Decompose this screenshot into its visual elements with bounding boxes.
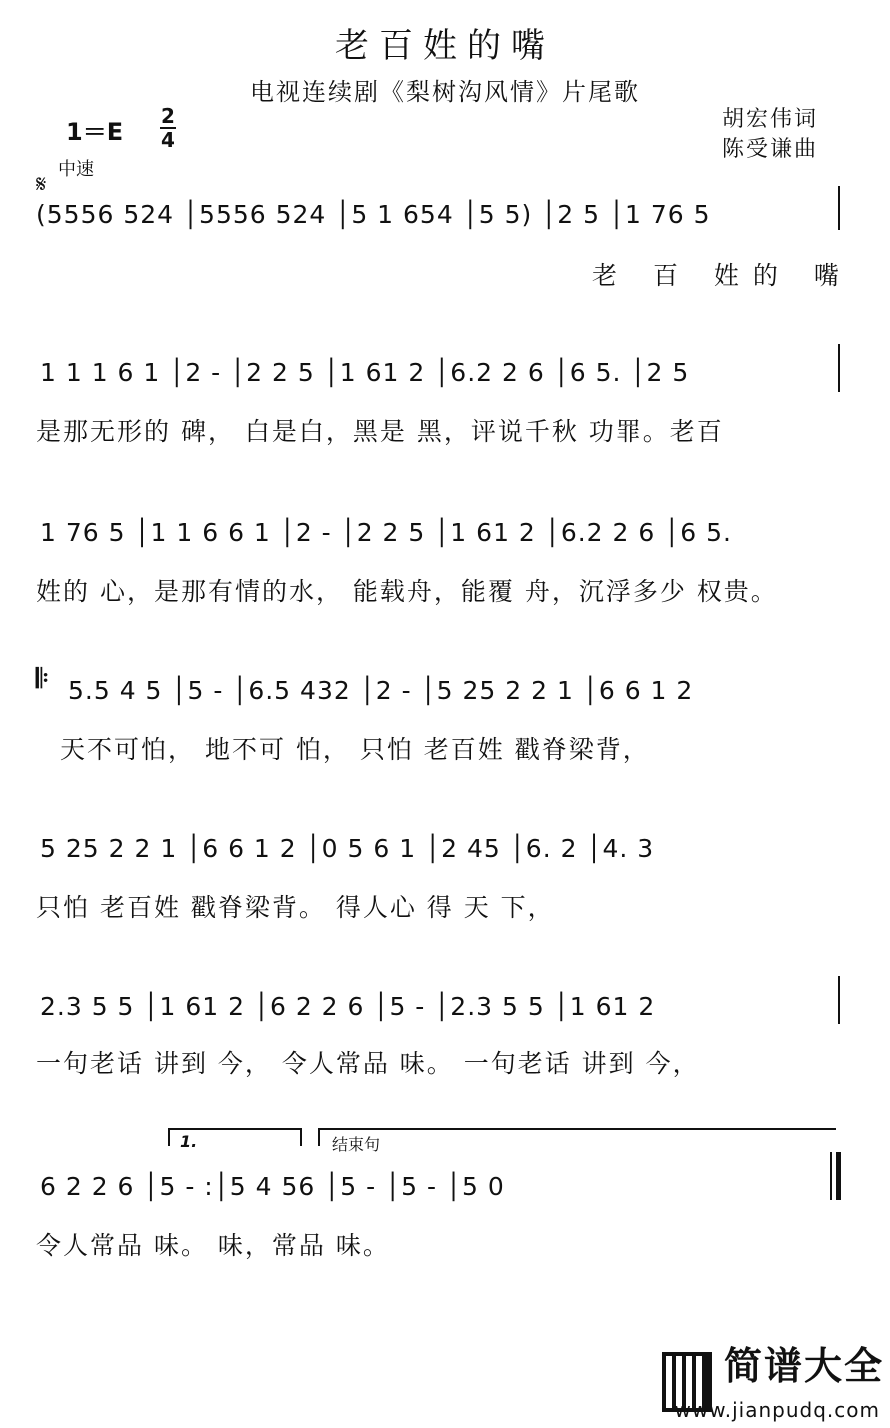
first-ending-label: 1. — [180, 1132, 198, 1151]
tempo-marking: 中速 — [58, 159, 94, 180]
system-5-lyrics: 只怕 老百姓 戳脊梁背。 得人心 得 天 下， — [36, 893, 555, 922]
system-3-lyrics: 姓的 心，是那有情的水， 能载舟，能覆 舟，沉浮多少 权贵。 — [36, 577, 778, 606]
system-3-notes: 1 76 5 │1 1 6 6 1 │2 - │2 2 5 │1 61 2 │6.2 2 6 │6 5. — [40, 518, 732, 547]
composer-credit: 陈受谦曲 — [721, 137, 818, 162]
system-6-notes: 2.3 5 5 │1 61 2 │6 2 2 6 │5 - │2.3 5 5 │1 61 2 — [40, 992, 656, 1021]
final-barline-thin — [830, 1152, 832, 1200]
subtitle: 电视连续剧《梨树沟风情》片尾歌 — [250, 78, 640, 106]
system-7-notes: 6 2 2 6 │5 - :│5 4 56 │5 - │5 - │5 0 — [40, 1172, 505, 1201]
watermark — [660, 1344, 890, 1428]
system-6-lyrics: 一句老话 讲到 今， 令人常品 味。 一句老话 讲到 今， — [36, 1049, 700, 1078]
ending-label: 结束句 — [332, 1135, 381, 1154]
page-title: 老百姓的嘴 — [335, 26, 555, 66]
final-barline-thick — [836, 1152, 841, 1200]
watermark-url: www.jianpudq.com — [674, 1398, 880, 1422]
barline — [838, 186, 840, 230]
lyricist-credit: 胡宏伟词 — [721, 107, 818, 132]
watermark-brand: 简谱大全 — [723, 1344, 884, 1388]
barline — [838, 344, 840, 392]
barline — [838, 976, 840, 1024]
system-5-notes: 5 25 2 2 1 │6 6 1 2 │0 5 6 1 │2 45 │6. 2 │4. 3 — [40, 834, 655, 863]
system-4-lyrics: 天不可怕， 地不可 怕， 只怕 老百姓 戳脊梁背， — [60, 735, 650, 764]
ending-bracket — [318, 1128, 836, 1146]
key-signature: 1＝E — [66, 118, 124, 146]
system-1-notes: (5556 524 │5556 524 │5 1 654 │5 5) │2 5 │1 76 5 — [36, 200, 711, 229]
time-signature-bottom: 4 — [161, 128, 175, 152]
repeat-start-icon: 𝄆 — [36, 664, 49, 694]
system-7-lyrics: 令人常品 味。 味，常品 味。 — [36, 1231, 390, 1260]
time-signature — [160, 106, 176, 150]
system-4-notes: 5.5 4 5 │5 - │6.5 432 │2 - │5 25 2 2 1 │6 6 1 2 — [68, 676, 694, 705]
time-signature-top: 2 — [161, 104, 175, 128]
system-2-notes: 1 1 1 6 1 │2 - │2 2 5 │1 61 2 │6.2 2 6 │6 5. │2 5 — [40, 358, 690, 387]
segno-icon: 𝄋 — [36, 170, 47, 198]
system-2-lyrics: 是那无形的 碑， 白是白，黑是 黑，评说千秋 功罪。老百 — [36, 417, 724, 446]
system-1-lyrics: 老 百 姓的 嘴 — [592, 261, 853, 290]
